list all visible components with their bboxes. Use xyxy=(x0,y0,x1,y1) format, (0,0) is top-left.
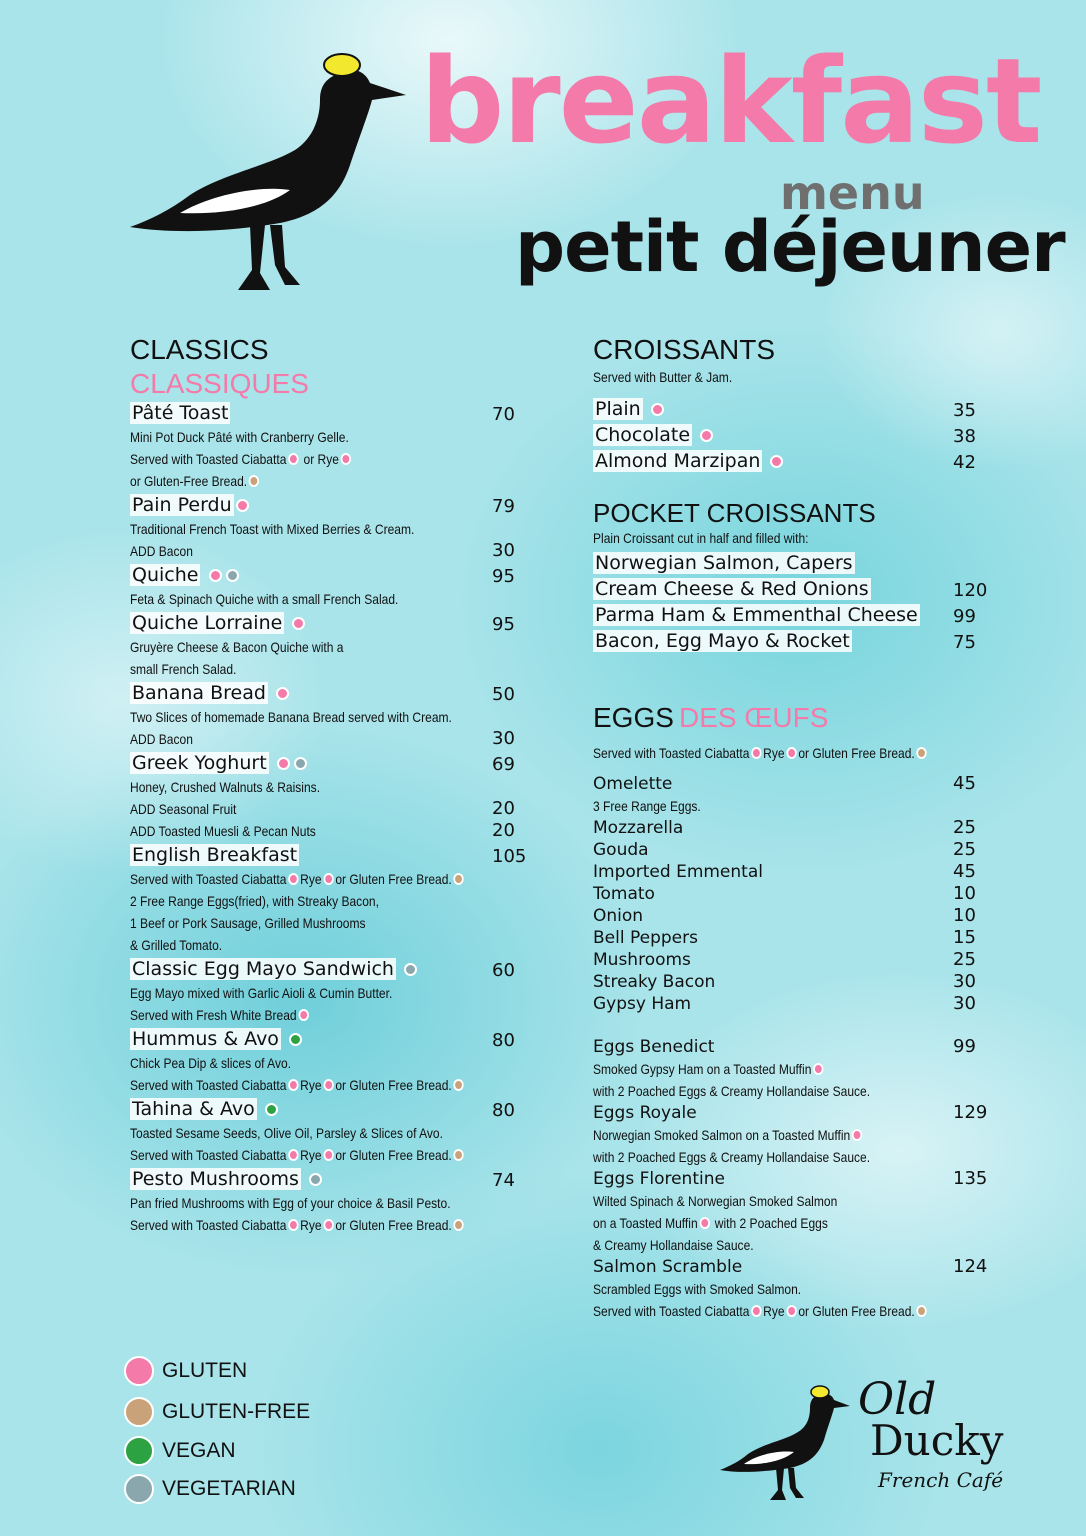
gluten-free-icon xyxy=(917,747,927,759)
item-price: 50 xyxy=(492,684,515,705)
menu-item-egg-mayo-sandwich: Classic Egg Mayo Sandwich xyxy=(130,958,419,980)
item-desc: & Creamy Hollandaise Sauce. xyxy=(593,1237,754,1253)
gluten-icon xyxy=(288,1149,298,1161)
title-breakfast: breakfast xyxy=(420,32,1041,170)
item-desc: Served with Toasted Ciabatta or Rye xyxy=(130,448,353,470)
legend-gluten: GLUTEN xyxy=(124,1356,247,1386)
gluten-free-icon xyxy=(454,873,464,885)
menu-item-pesto-mushrooms: Pesto Mushrooms xyxy=(130,1168,324,1190)
item-desc: with 2 Poached Eggs & Creamy Hollandaise Sauce. xyxy=(593,1149,871,1165)
extra-item: Tomato xyxy=(593,884,655,904)
item-desc: or Gluten-Free Bread. xyxy=(130,470,261,492)
extra-price: 20 xyxy=(492,798,515,819)
item-price: 135 xyxy=(953,1168,988,1189)
item-desc: Served with Toasted Ciabatta Rye or Gluten Free Bread. xyxy=(130,868,466,890)
item-price: 35 xyxy=(953,400,976,421)
menu-item-eggs-royale: Eggs Royale xyxy=(593,1103,697,1123)
legend-vegetarian: VEGETARIAN xyxy=(124,1474,296,1504)
menu-item-tahina-avo: Tahina & Avo xyxy=(130,1098,280,1120)
item-price: 95 xyxy=(492,566,515,587)
gluten-free-icon xyxy=(124,1397,154,1427)
extra-price: 30 xyxy=(492,728,515,749)
vegetarian-icon xyxy=(404,963,417,976)
item-price: 99 xyxy=(953,606,976,627)
extra-item: Bell Peppers xyxy=(593,928,698,948)
extra-item: Gouda xyxy=(593,840,649,860)
vegetarian-icon xyxy=(294,757,307,770)
menu-item-cream-cheese: Cream Cheese & Red Onions xyxy=(595,578,869,600)
extra-price: 10 xyxy=(953,883,976,904)
item-price: 38 xyxy=(953,426,976,447)
item-desc: Egg Mayo mixed with Garlic Aioli & Cumin Butter. xyxy=(130,985,393,1001)
gluten-icon xyxy=(323,1149,333,1161)
legend-gluten-free: GLUTEN-FREE xyxy=(124,1397,310,1427)
extra-item: Mushrooms xyxy=(593,950,691,970)
item-desc: 1 Beef or Pork Sausage, Grilled Mushrooms xyxy=(130,915,366,931)
logo-french-cafe: French Café xyxy=(878,1468,1004,1492)
croissants-heading: CROISSANTS xyxy=(593,334,776,365)
gluten-icon xyxy=(288,873,298,885)
gluten-icon xyxy=(323,1219,333,1231)
item-desc: Two Slices of homemade Banana Bread served with Cream. xyxy=(130,709,452,725)
menu-item-quiche: Quiche xyxy=(130,564,241,586)
vegetarian-icon xyxy=(309,1173,322,1186)
gluten-icon xyxy=(276,687,289,700)
extra-item: Gypsy Ham xyxy=(593,994,692,1014)
menu-item-salmon-scramble: Salmon Scramble xyxy=(593,1257,743,1277)
gluten-free-icon xyxy=(454,1219,464,1231)
gluten-icon xyxy=(786,1305,796,1317)
item-price: 79 xyxy=(492,496,515,517)
item-desc: Wilted Spinach & Norwegian Smoked Salmon xyxy=(593,1193,838,1209)
item-desc: ADD Toasted Muesli & Pecan Nuts xyxy=(130,823,316,839)
gluten-icon xyxy=(341,453,351,465)
gluten-free-icon xyxy=(454,1149,464,1161)
vegan-icon xyxy=(265,1103,278,1116)
extra-item: Onion xyxy=(593,906,644,926)
item-desc: Served with Fresh White Bread xyxy=(130,1004,310,1026)
item-price: 45 xyxy=(953,773,976,794)
menu-item-eggs-florentine: Eggs Florentine xyxy=(593,1169,725,1189)
gluten-icon xyxy=(323,873,333,885)
vegetarian-icon xyxy=(226,569,239,582)
menu-item-norwegian-salmon: Norwegian Salmon, Capers xyxy=(595,552,853,574)
gluten-icon xyxy=(288,1219,298,1231)
gluten-icon xyxy=(699,1217,709,1229)
item-desc: on a Toasted Muffin with 2 Poached Eggs xyxy=(593,1215,828,1231)
classics-heading: CLASSICS xyxy=(130,334,269,365)
item-desc: Gruyère Cheese & Bacon Quiche with a xyxy=(130,639,344,655)
item-desc: Norwegian Smoked Salmon on a Toasted Muffin xyxy=(593,1124,864,1146)
item-price: 80 xyxy=(492,1030,515,1051)
menu-item-almond-marzipan: Almond Marzipan xyxy=(593,450,785,472)
extra-price: 45 xyxy=(953,861,976,882)
title-petit-dejeuner: petit déjeuner xyxy=(515,206,1065,288)
item-desc: 2 Free Range Eggs(fried), with Streaky Bacon, xyxy=(130,893,379,909)
title-menu: menu xyxy=(780,166,925,220)
extra-price: 25 xyxy=(953,949,976,970)
item-desc: small French Salad. xyxy=(130,661,237,677)
item-desc: ADD Bacon xyxy=(130,731,193,747)
item-price: 129 xyxy=(953,1102,988,1123)
extra-item: Streaky Bacon xyxy=(593,972,716,992)
item-price: 124 xyxy=(953,1256,988,1277)
gluten-icon xyxy=(292,617,305,630)
gluten-icon xyxy=(323,1079,333,1091)
extra-price: 25 xyxy=(953,817,976,838)
pocket-croissants-heading: POCKET CROISSANTS xyxy=(593,498,876,528)
menu-item-bacon-egg-mayo: Bacon, Egg Mayo & Rocket xyxy=(595,630,850,652)
menu-item-quiche-lorraine: Quiche Lorraine xyxy=(130,612,307,634)
menu-item-chocolate: Chocolate xyxy=(593,424,715,446)
gluten-icon xyxy=(786,747,796,759)
menu-item-english-breakfast: English Breakfast xyxy=(132,844,298,866)
vegan-icon xyxy=(124,1436,154,1466)
item-price: 42 xyxy=(953,452,976,473)
extra-price: 30 xyxy=(492,540,515,561)
gluten-icon xyxy=(852,1129,862,1141)
item-desc: Toasted Sesame Seeds, Olive Oil, Parsley & Slices of Avo. xyxy=(130,1125,443,1141)
gluten-free-icon xyxy=(249,475,259,487)
item-price: 60 xyxy=(492,960,515,981)
extra-item: Mozzarella xyxy=(593,818,684,838)
item-price: 70 xyxy=(492,404,515,425)
gluten-icon xyxy=(751,747,761,759)
menu-item-eggs-benedict: Eggs Benedict xyxy=(593,1037,715,1057)
item-desc: with 2 Poached Eggs & Creamy Hollandaise Sauce. xyxy=(593,1083,871,1099)
item-price: 69 xyxy=(492,754,515,775)
gluten-icon xyxy=(236,499,249,512)
item-desc: Smoked Gypsy Ham on a Toasted Muffin xyxy=(593,1058,825,1080)
duck-illustration xyxy=(120,45,420,305)
gluten-icon xyxy=(124,1356,154,1386)
menu-item-hummus-avo: Hummus & Avo xyxy=(130,1028,304,1050)
gluten-icon xyxy=(700,429,713,442)
menu-item-plain: Plain xyxy=(593,398,666,420)
extra-price: 30 xyxy=(953,971,976,992)
gluten-icon xyxy=(651,403,664,416)
item-desc: Scrambled Eggs with Smoked Salmon. xyxy=(593,1281,802,1297)
gluten-icon xyxy=(751,1305,761,1317)
item-price: 105 xyxy=(492,846,527,867)
vegan-icon xyxy=(289,1033,302,1046)
item-desc: Feta & Spinach Quiche with a small French Salad. xyxy=(130,591,399,607)
item-desc: Served with Toasted Ciabatta Rye or Gluten Free Bread. xyxy=(593,1300,929,1322)
pocket-note: Plain Croissant cut in half and filled with: xyxy=(593,530,809,546)
extra-price: 10 xyxy=(953,905,976,926)
extra-price: 15 xyxy=(953,927,976,948)
gluten-icon xyxy=(288,453,298,465)
logo-duck-icon xyxy=(716,1382,856,1507)
gluten-free-icon xyxy=(454,1079,464,1091)
eggs-heading: EGGS DES ŒUFS xyxy=(593,702,829,733)
gluten-free-icon xyxy=(917,1305,927,1317)
vegetarian-icon xyxy=(124,1474,154,1504)
item-desc: ADD Bacon xyxy=(130,543,193,559)
menu-item-pate-toast xyxy=(130,402,230,424)
gluten-icon xyxy=(813,1063,823,1075)
item-price: 80 xyxy=(492,1100,515,1121)
item-price: 95 xyxy=(492,614,515,635)
menu-item-omelette: Omelette xyxy=(593,774,673,794)
item-desc: Served with Toasted Ciabatta Rye or Gluten Free Bread. xyxy=(130,1214,466,1236)
menu-item-pain-perdu: Pain Perdu xyxy=(130,494,251,516)
item-price: 99 xyxy=(953,1036,976,1057)
menu-item-parma-ham: Parma Ham & Emmenthal Cheese xyxy=(595,604,918,626)
logo-ducky: Ducky xyxy=(870,1416,1004,1465)
menu-item-banana-bread: Banana Bread xyxy=(130,682,291,704)
extra-price: 30 xyxy=(953,993,976,1014)
gluten-icon xyxy=(288,1079,298,1091)
logo-old: Old xyxy=(858,1374,937,1425)
item-desc: Mini Pot Duck Pâté with Cranberry Gelle. xyxy=(130,429,349,445)
item-price: 75 xyxy=(953,632,976,653)
item-name: Pâté Toast xyxy=(132,402,229,424)
item-price: 74 xyxy=(492,1170,515,1191)
gluten-icon xyxy=(770,455,783,468)
croissants-note: Served with Butter & Jam. xyxy=(593,369,733,385)
item-desc: Served with Toasted Ciabatta Rye or Gluten Free Bread. xyxy=(130,1144,466,1166)
item-desc: Traditional French Toast with Mixed Berries & Cream. xyxy=(130,521,415,537)
item-desc: Chick Pea Dip & slices of Avo. xyxy=(130,1055,292,1071)
item-desc: Pan fried Mushrooms with Egg of your choice & Basil Pesto. xyxy=(130,1195,451,1211)
item-desc: 3 Free Range Eggs. xyxy=(593,798,701,814)
gluten-icon xyxy=(277,757,290,770)
item-desc: Served with Toasted Ciabatta Rye or Gluten Free Bread. xyxy=(130,1074,466,1096)
legend-vegan: VEGAN xyxy=(124,1436,236,1466)
menu-item-greek-yoghurt: Greek Yoghurt xyxy=(130,752,309,774)
extra-item: Imported Emmental xyxy=(593,862,763,882)
extra-price: 20 xyxy=(492,820,515,841)
extra-price: 25 xyxy=(953,839,976,860)
item-desc: Honey, Crushed Walnuts & Raisins. xyxy=(130,779,321,795)
item-desc: & Grilled Tomato. xyxy=(130,937,223,953)
gluten-icon xyxy=(209,569,222,582)
eggs-note: Served with Toasted Ciabatta Rye or Gluten Free Bread. xyxy=(593,742,929,764)
item-price: 120 xyxy=(953,580,988,601)
classics-subheading: CLASSIQUES xyxy=(130,368,309,399)
item-desc: ADD Seasonal Fruit xyxy=(130,801,237,817)
gluten-icon xyxy=(298,1009,308,1021)
